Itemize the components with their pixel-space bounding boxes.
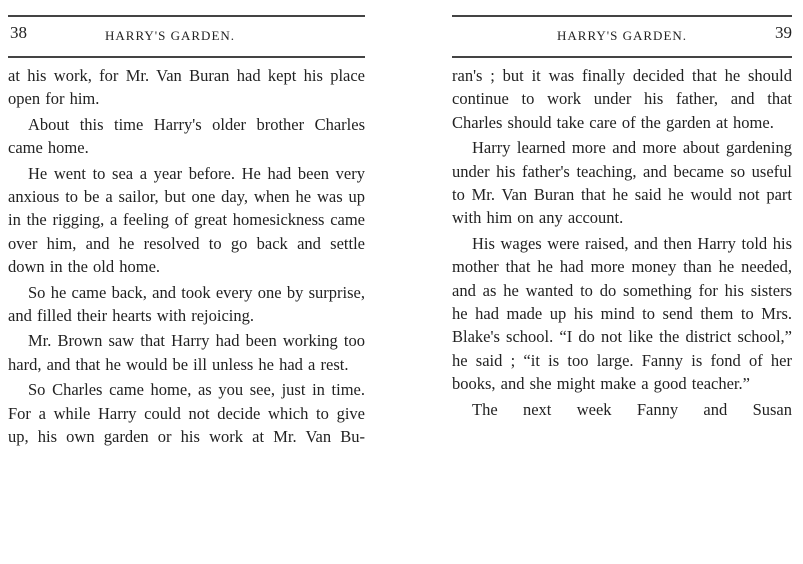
page-number: 38 bbox=[10, 23, 27, 42]
header-rule-bottom bbox=[452, 56, 792, 58]
paragraph: So Charles came home, as you see, just in time. For a while Harry could not decide which to give up, his own garden or his work at Mr. Van Bu- bbox=[8, 380, 365, 447]
paragraph: at his work, for Mr. Van Buran had kept his place open for him. bbox=[8, 66, 365, 109]
header-rule-bottom bbox=[8, 56, 365, 58]
paragraph: ran's ; but it was finally decided that he should continue to work under his father, and that Charles should take care of the garden at home. bbox=[452, 66, 792, 132]
paragraph: Harry learned more and more about gardening under his father's teaching, and became so useful to Mr. Van Buran that he said he would not part with him on any account. bbox=[452, 138, 792, 228]
page-header bbox=[8, 23, 365, 48]
header-rule-top bbox=[452, 15, 792, 17]
paragraph: His wages were raised, and then Harry told his mother that he had more money than he needed, and as he wanted to do something for his sisters he had made up his mind to send them to Mrs. Blake's school. “I do not like the district school,” he said ; “it is too large. Fanny is fond of her books, and she might make a good teacher.” bbox=[452, 233, 792, 394]
running-head: HARRY'S GARDEN. bbox=[105, 28, 236, 43]
page-body bbox=[452, 64, 792, 423]
paragraph: So he came back, and took every one by surprise, and filled their hearts with rejoicing. bbox=[8, 282, 365, 326]
paragraph: About this time Harry's older brother Charles came home. bbox=[8, 114, 365, 158]
page-body bbox=[8, 64, 365, 451]
page-header bbox=[452, 23, 792, 48]
page-number: 39 bbox=[775, 23, 792, 42]
header-rule-top bbox=[8, 15, 365, 17]
paragraph: The next week Fanny and Susan bbox=[472, 399, 792, 419]
paragraph: Mr. Brown saw that Harry had been working too hard, and that he would be ill unless he had a rest. bbox=[8, 331, 365, 374]
running-head: HARRY'S GARDEN. bbox=[557, 28, 688, 43]
paragraph: He went to sea a year before. He had been very anxious to be a sailor, but one day, when he was up in the rigging, a feeling of great homesickness came over him, and he resolved to go back and settle down in the old home. bbox=[8, 163, 365, 277]
